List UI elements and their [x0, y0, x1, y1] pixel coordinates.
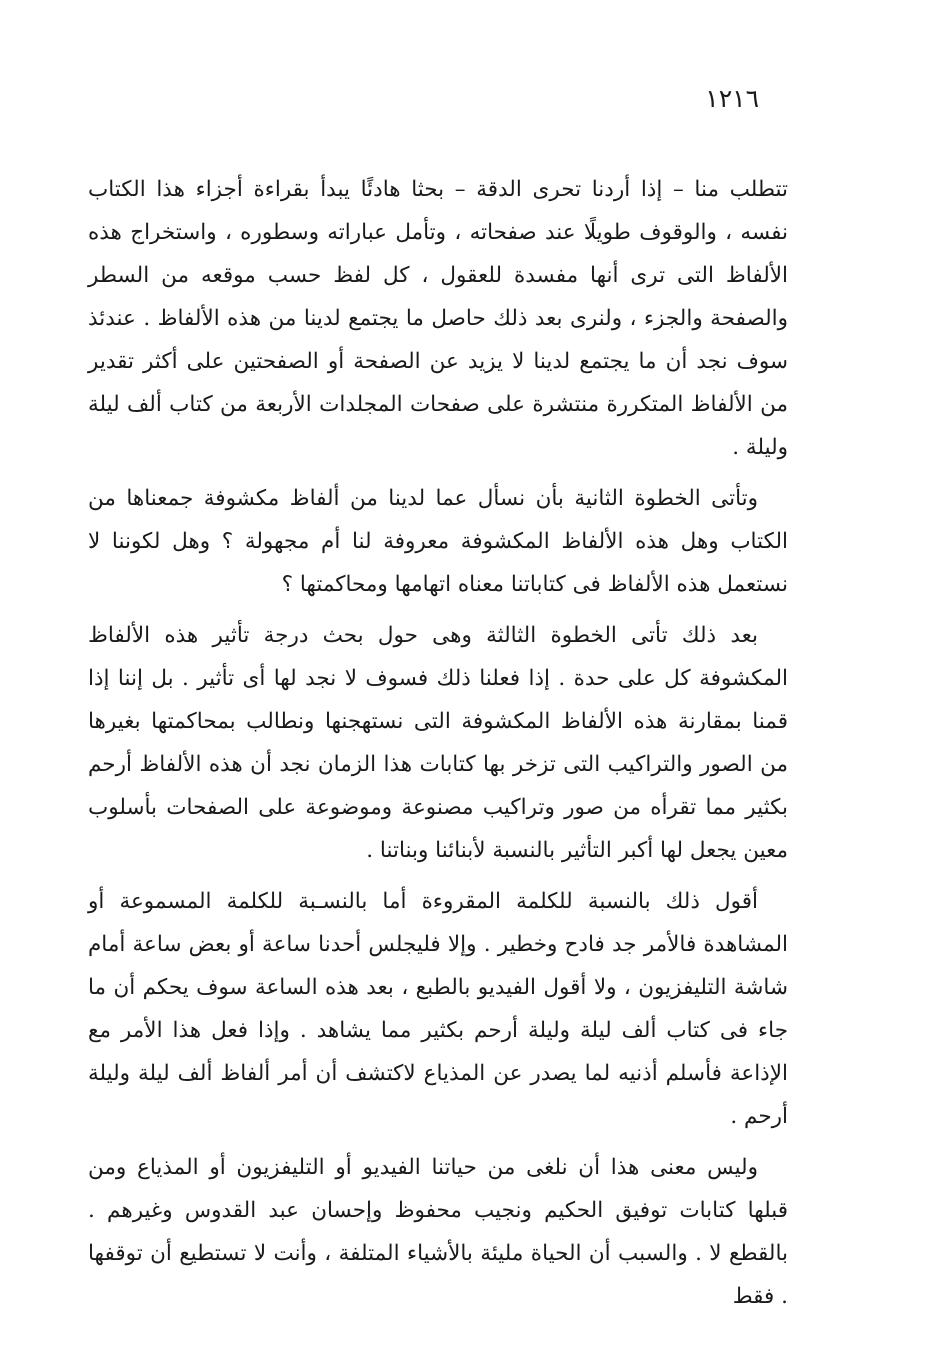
- page-body: [88, 168, 788, 1326]
- paragraph-2: وتأتى الخطوة الثانية بأن نسأل عما لدينا من ألفاظ مكشوفة جمعناها من الكتاب وهل هذه الألفاظ المكشوفة معروفة لنا أم مجهولة ؟ وهل لكوننا لا نستعمل هذه الألفاظ فى كتاباتنا معناه اتهامها ومحاكمتها ؟: [88, 486, 788, 597]
- page-number: ١٢١٦: [705, 84, 759, 113]
- paragraph-4: أقول ذلك بالنسبة للكلمة المقروءة أما بالنسـبة للكلمة المسموعة أو المشاهدة فالأمر جد فادح وخطير . وإلا فليجلس أحدنا ساعة أو بعض ساعة أمام شاشة التليفزيون ، ولا أقول الفيديو بالطبع ، بعد هذه الساعة سوف يحكم أن ما جاء فى كتاب ألف ليلة وليلة أرحم بكثير مما يشاهد . وإذا فعل هذا الأمر مع الإذاعة فأسلم أذنيه لما يصدر عن المذياع لاكتشف أن أمر ألفاظ ألف ليلة وليلة أرحم .: [88, 889, 788, 1129]
- paragraph-3: بعد ذلك تأتى الخطوة الثالثة وهى حول بحث درجة تأثير هذه الألفاظ المكشوفة كل على حدة . إذا فعلنا ذلك فسوف لا نجد لها أى تأثير . بل إننا إذا قمنا بمقارنة هذه الألفاظ المكشوفة التى نستهجنها ونطالب بمحاكمتها بغيرها من الصور والتراكيب التى تزخر بها كتابات هذا الزمان نجد أن هذه الألفاظ أرحم بكثير مما تقرأه من صور وتراكيب مصنوعة وموضوعة على الصفحات بأسلوب معين يجعل لها أكبر التأثير بالنسبة لأبنائنا وبناتنا .: [88, 623, 788, 863]
- paragraph-5: وليس معنى هذا أن نلغى من حياتنا الفيديو أو التليفزيون أو المذياع ومن قبلها كتابات توفيق الحكيم ونجيب محفوظ وإحسان عبد القدوس وغيرهم . بالقطع لا . والسبب أن الحياة مليئة بالأشياء المتلفة ، وأنت لا تستطيع أن توقفها . فقط: [88, 1155, 788, 1309]
- paragraph-1: تتطلب منا – إذا أردنا تحرى الدقة – بحثا هادئًا يبدأ بقراءة أجزاء هذا الكتاب نفسه ، والوقوف طويلًا عند صفحاته ، وتأمل عباراته وسطوره ، واستخراج هذه الألفاظ التى ترى أنها مفسدة للعقول ، كل لفظ حسب موقعه من السطر والصفحة والجزء ، ولنرى بعد ذلك حاصل ما يجتمع لدينا من هذه الألفاظ . عندئذ سوف نجد أن ما يجتمع لدينا لا يزيد عن الصفحة أو الصفحتين على أكثر تقدير من الألفاظ المتكررة منتشرة على صفحات المجلدات الأربعة من كتاب ألف ليلة وليلة .: [88, 177, 788, 460]
